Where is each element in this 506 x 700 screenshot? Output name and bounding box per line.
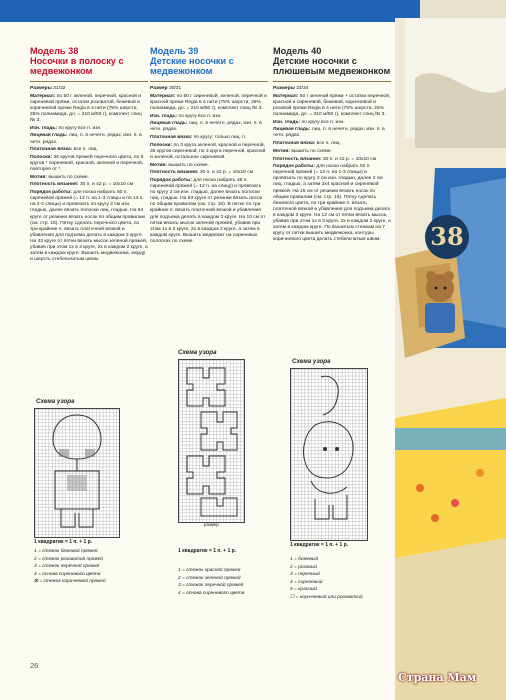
paragraph: Размеры 31/32 [30, 86, 66, 91]
model-39-column [150, 46, 268, 247]
model-38-name: Носочки в полоску с медвежонком [30, 56, 124, 76]
paragraph: Материал: по 50 г сиреневой, зеленой, перечной и красной пряжи Regia в 4 нити (75% шерсти, 25% полиамида, дл. = 210 м/50 г), комплект спиц № 3. [150, 93, 267, 111]
paragraph: Изн. гладь: по кругу все п. изн. [273, 119, 345, 125]
paragraph: Лицевая гладь: лиц. п. в нечетн. рядах, изн. п. в четн. рядах. [273, 127, 385, 139]
paragraph: Изн. гладь: по кругу все п. изн. [30, 125, 102, 131]
brown-stitch-icon: ☐ [290, 594, 296, 600]
legend-item: 4 = сиреневый [290, 579, 323, 585]
model-39-title [150, 46, 268, 76]
paragraph: Материал: 50 г зеленой пряжи + остатки перечной, красной и сиреневой, бежевой, коричневой и розовой пряжи Regia в 4 нити (75% шерсти, 25% полиамида, дл. = 210 м/50 г), комплект спиц № 3. [273, 93, 391, 117]
schema-title-39: Схема узора [178, 349, 217, 356]
legend-item: 2 = стежок розоватой пряжей [34, 556, 103, 562]
model-39-instructions [150, 86, 268, 245]
chart-grid-39 [178, 359, 245, 523]
brown-stitch-icon: ⊠ [34, 579, 40, 585]
legend-item: 2 = стежок зеленой пряжей [178, 575, 241, 581]
paragraph: Лицевая гладь: лиц. п. в нечетн. рядах, изн. п. в четн. рядах. [150, 121, 262, 133]
bear-motif-39 [179, 360, 244, 522]
paragraph: Полоски: по 3 круга зеленой, красной и перечной, 35 кругов сиреневой, по 3 круга перечной, красной и зеленой, остальное сиреневой. [150, 142, 266, 160]
paragraph: Платочная вязка: все п. лиц. [30, 147, 98, 153]
paragraph: Плотность вязания: 30 п. и 42 р. = 10х10 см [150, 170, 254, 176]
legend-item: ☐ = коричневый или розоватый [290, 594, 363, 600]
chart-grid-38 [34, 408, 120, 538]
title-rule [273, 81, 391, 82]
paragraph: Материал: по 50 г зеленой, перечной, красной и сиреневой пряжи, остатки розоватой, бежевой и коричневой пряжи Regia в 4 нити (75% шерсти, 25% полиамида, дл. = 210 м/50 г), комплект спиц № 3. [30, 93, 142, 124]
top-blue-bar [0, 0, 430, 22]
paragraph: Мотив: вышить по схеме. [30, 174, 89, 180]
bear-motif-38 [35, 409, 119, 537]
paragraph: Мотив: вышить по схеме. [273, 148, 332, 154]
legend-item: 1 = стежок бежевой пряжей [34, 549, 98, 554]
square-scale-38: 1 квадратик = 1 п. + 1 р. [34, 539, 93, 545]
legend-item: 1 = стежок красной пряжей [178, 568, 241, 573]
legend-item: 5 = красный [290, 587, 317, 593]
paragraph: Порядок работы: для носка набрать 48 п. сиреневой пряжей (= 12 п. на спицу) и провязать по кругу 2 см изн. гладью, далее вязать полоски лиц. гладью. На 53 круге от резинки вязать носок по общим правилам (см. стр. 16). В пятке по три крайние п. вязать платочной вязкой и убавления для подъема делать в каждом 3 круге. На 10 см от пятки вязать мысок зеленой пряжей, убавив при этом 1х в 3 круге, 2х в каждом 2 круге, а затем в каждом круге. Вышить медвежат на сиреневых полосках по схеме. [150, 177, 266, 244]
legend-38 [34, 548, 106, 586]
paragraph: Размер 30/31 [150, 86, 182, 91]
model-40-name: Детские носочки с плюшевым медвежонком [273, 56, 391, 76]
schema-title-40: Схема узора [292, 358, 331, 365]
legend-item: 2 = розовый [290, 564, 317, 570]
model-40-instructions [273, 86, 391, 243]
title-rule [150, 81, 268, 82]
legend-item: 3 = стежок перечной пряжей [34, 564, 100, 570]
legend-40 [290, 556, 363, 602]
page-number: 26 [30, 661, 39, 670]
paragraph: Лицевая гладь: лиц. п. в нечетн. рядах, изн. п. в четн. рядах. [30, 133, 142, 145]
model-39-name: Детские носочки с медвежонком [150, 56, 234, 76]
model-38-number: Модель 38 [30, 46, 79, 56]
paragraph: Полоски: 36 кругов пряжей перечного цвета, по 6 кругов * сиреневой, красной, зеленой и перечной, повторяя от *. [30, 154, 144, 173]
paragraph: Изн. гладь: по кругу все п. изн. [150, 113, 222, 119]
paragraph: Плотность вязания: 30 п. и 42 р. = 10х10 см [273, 156, 377, 162]
legend-item: 3 = стежок перечной пряжей [178, 583, 244, 589]
model-39-number: Модель 39 [150, 46, 199, 56]
paragraph: Размеры 33/34 [273, 86, 309, 91]
paragraph: Мотив: вышить по схеме. [150, 162, 209, 168]
legend-item: 3 = перечный [290, 572, 320, 578]
legend-item: 1 = бежевый [290, 557, 319, 562]
paragraph: Порядок работы: для носка набрать 50 п. сиреневой пряжей (= 12 п. на 1-3 спицы и по 13 п. на 2-4 спицы) и провязать по кругу 2 см изн. гладью, далее вязать полоски лиц. гладью. На 54 круге от резинки вязать носок по общим правилам (см. стр. 16). Пятку сделать перечного цвета, по три крайние п. вязать платочной вязкой и убавления для подъема делать в каждом 3 круге. На 42 круге от пятки вязать мысок зеленой пряжей, убавив при этом 1х в 3 круге, 2х в каждом 2 круге, а затем в каждом круге. Вышить медвежонка, мордý и шерсть стебельчатым швом. [30, 190, 148, 263]
model-number-badge: 38 [425, 215, 469, 259]
paragraph: Платочная вязка: по кругу: только лиц. п. [150, 135, 247, 141]
model-38-instructions [30, 86, 148, 263]
square-scale-40: 1 квадратик = 1 п. + 1 р. [290, 542, 349, 548]
bear-motif-40 [291, 369, 367, 540]
square-scale-39: 1 квадратик = 1 п. + 1 р. [178, 548, 237, 554]
legend-39 [178, 567, 244, 597]
model-40-title [273, 46, 391, 76]
paragraph: Платочная вязка: все п. лиц. [273, 141, 341, 147]
schema-title-38: Схема узора [36, 398, 75, 405]
chart-grid-40 [290, 368, 368, 541]
size-label: размер [204, 522, 219, 527]
photo-illustration [395, 18, 506, 700]
socks-photo [395, 18, 506, 700]
legend-item: 4 = основа сиреневого цвета [178, 590, 245, 596]
model-40-column [273, 46, 391, 245]
site-watermark: Страна Мам [398, 671, 477, 684]
legend-item: ⊠ = стежок коричневой пряжей [34, 579, 106, 585]
paragraph: Порядок работы: для носка набрать 52 п. перечной пряжей (= 13 п. на 1-3 спицы) и провязать по кругу 2 см изн. гладью, далее 2 см лиц. гладью, а затем 2х4 красной и сиреневой пряжей. На 15 см от резинки вязать носок по общим правилам (см. стр. 16). Пятку сделать бежевого цвета, по три крайние п. вязать платочной вязкой и убавления для подъема делать в каждом 3 круге. На 12 см от пятки вязать мысок, убавив при этом 1х в 3 круге, 2х в каждом 2 круге, а затем в каждом круге. По вышитым стежкам на 7 кругу от пятки вышить медвежонка, контуры коричневого цвета делать стебельчатым швом. [273, 164, 391, 243]
legend-item: 4 = основа сиреневого цвета [34, 571, 101, 577]
model-40-number: Модель 40 [273, 46, 322, 56]
title-rule [30, 81, 148, 82]
paragraph: Плотность вязания: 30 п. и 42 р. = 10х10 см [30, 182, 134, 188]
model-38-column [30, 46, 148, 265]
model-38-title [30, 46, 148, 76]
